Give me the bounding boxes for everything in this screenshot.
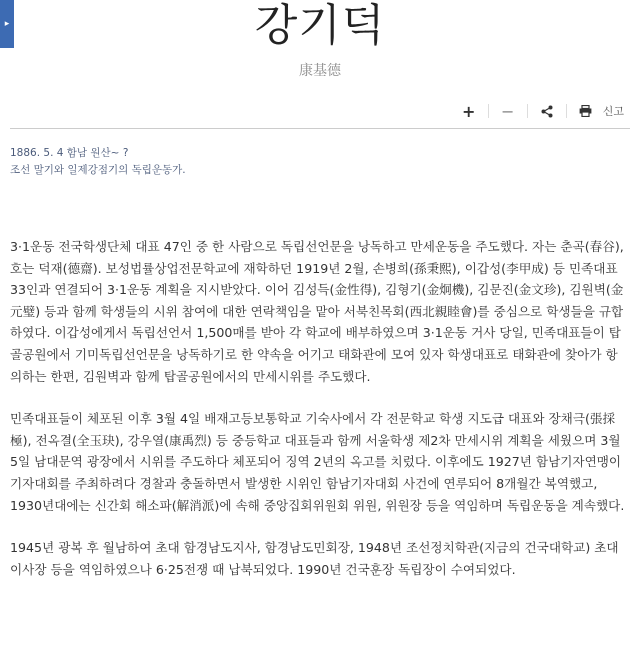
article-paragraph: 3·1운동 전국학생단체 대표 47인 중 한 사람으로 독립선언문을 낭독하고 만세운동을 주도했다. 자는 춘곡(春谷), 호는 덕재(德齋). 보성법률상업전문학교에 재학하던 1919년 2월, 손병희(孫秉熙), 이갑성(李甲成) 등 민족대표 33인과 연결되어 3·1운동 계획을 지시받았다. 이어 김성득(金性得), 김형기(金炯機), 김문진(金文珍), 김원벽(金元璧) 등과 함께 학생들의 시위 참여에 대한 연락책임을 맡아 서북친목회(西北親睦會)를 중심으로 학생들을 규합하였다. 이갑성에게서 독립선언서 1,500매를 받아 각 학교에 배부하였으며 3·1운동 거사 당일, 민족대표들이 탑골공원에서 기미독립선언문을 낭독하기로 한 약속을 어기고 태화관에 모여 있자 학생대표로 태화관에 찾아가 항의하는 한편, 김원벽과 함께 탑골공원에서의 만세시위를 주도했다. xyxy=(10,239,624,384)
share-icon xyxy=(541,105,553,118)
printer-icon xyxy=(579,105,592,117)
share-button[interactable] xyxy=(536,100,558,122)
toolbar-divider xyxy=(566,104,567,118)
article-paragraph: 민족대표들이 체포된 이후 3월 4일 배재고등보통학교 기숙사에서 각 전문학교 학생 지도급 대표와 장채극(張採極), 전옥결(全玉玦), 강우열(康禹烈) 등 중등학교 대표들과 함께 서울학생 제2차 만세시위 계획을 세웠으며 3월 5일 남대문역 광장에서 시위를 주도하다 체포되어 징역 2년의 옥고를 치렀다. 이후에도 1927년 함남기자연맹이 기자대회를 주최하려다 경찰과 충돌하면서 발생한 시위인 함남기자대회 사건에 연루되어 8개월간 복역했고, 1930년대에는 신간회 해소파(解消派)에 속해 중앙집회위원회 위원, 위원장 등을 역임하며 독립운동을 계속했다. xyxy=(10,411,625,513)
page-title: 강기덕 xyxy=(254,0,386,51)
page-subtitle: 康基德 xyxy=(299,63,341,79)
report-button[interactable]: 신고 xyxy=(602,105,624,118)
article-paragraph: 1945년 광복 후 월남하여 초대 함경남도지사, 함경남도민회장, 1948년 조선정치학관(지금의 건국대학교) 초대 이사장 등을 역임하였으나 6·25전쟁 때 납북되었다. 1990년 건국훈장 독립장이 수여되었다. xyxy=(10,540,619,577)
chevron-right-icon: ▸ xyxy=(4,19,10,29)
print-button[interactable] xyxy=(575,100,597,122)
toolbar-divider xyxy=(488,104,489,118)
zoom-in-button[interactable] xyxy=(458,100,480,122)
toolbar xyxy=(458,100,624,122)
header-divider xyxy=(10,128,630,129)
short-description: 조선 말기와 일제강점기의 독립운동가. xyxy=(10,164,186,176)
summary-block xyxy=(10,145,186,179)
minus-icon: − xyxy=(501,101,515,121)
toolbar-divider xyxy=(527,104,528,118)
article-body xyxy=(10,236,628,601)
life-dates: 1886. 5. 4 함남 원산~ ? xyxy=(10,147,129,159)
zoom-out-button[interactable] xyxy=(497,100,519,122)
plus-icon: + xyxy=(462,101,476,121)
